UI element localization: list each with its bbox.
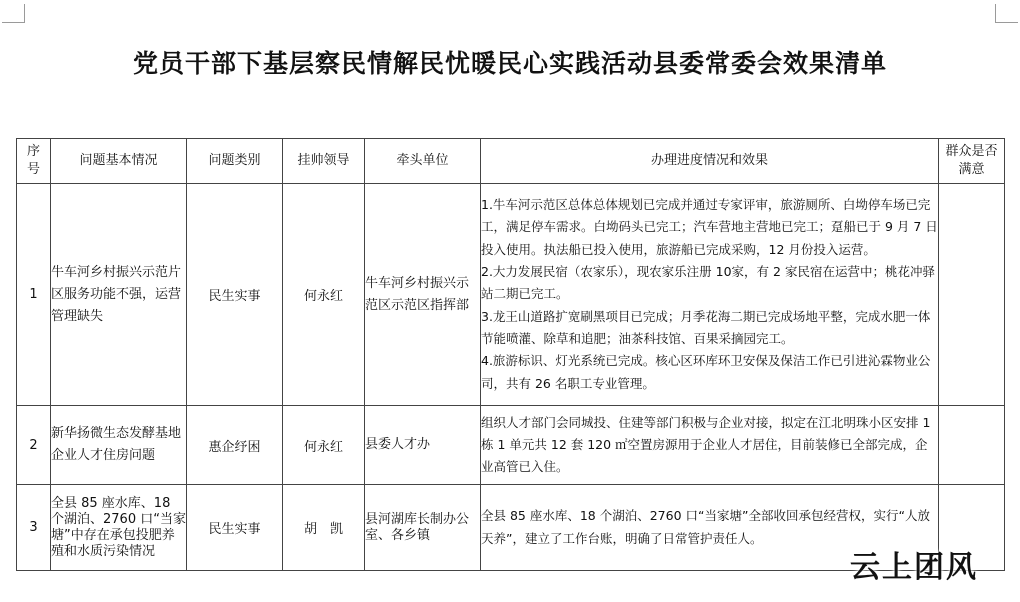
- watermark-logo-text: 云上团风: [850, 550, 978, 585]
- table-row: [17, 406, 1005, 485]
- cell-category: 民生实事: [187, 184, 283, 406]
- cell-unit: 县河湖库长制办公室、各乡镇: [365, 485, 481, 571]
- table-row: [17, 184, 1005, 406]
- cell-leader: 何永红: [283, 184, 365, 406]
- results-table: [16, 138, 1005, 571]
- page-corner-mark-left: [2, 4, 25, 23]
- progress-item: 1.牛车河示范区总体总体规划已完成并通过专家评审，旅游厕所、白坳停车场已完工，满足停车需求。白坳码头已完工；汽车营地主营地已完工；趸船已于 9 月 7 日投入使用。执法船已投入使用，旅游船已完成采购，12 月份投入运营。: [481, 197, 938, 257]
- cell-seq: 3: [17, 485, 51, 571]
- cell-leader: 何永红: [283, 406, 365, 485]
- cell-unit: 牛车河乡村振兴示范区示范区指挥部: [365, 184, 481, 406]
- table-header-row: [17, 139, 1005, 184]
- cell-issue: 新华扬微生态发酵基地企业人才住房问题: [51, 406, 187, 485]
- cell-seq: 2: [17, 406, 51, 485]
- progress-item: 全县 85 座水库、18 个湖泊、2760 口“当家塘”全部收回承包经营权，实行“人放天养”，建立了工作台账，明确了日常管护责任人。: [481, 508, 930, 546]
- progress-item: 2.大力发展民宿（农家乐），现农家乐注册 10家，有 2 家民宿在运营中；桃花冲驿站二期已完工。: [481, 264, 935, 302]
- cell-leader: 胡 凯: [283, 485, 365, 571]
- cell-progress: [481, 184, 939, 406]
- document-title: 党员干部下基层察民情解民忧暖民心实践活动县委常委会效果清单: [132, 49, 887, 78]
- cell-unit: 县委人才办: [365, 406, 481, 485]
- header-category: 问题类别: [187, 139, 283, 184]
- header-satisfaction: 群众是否满意: [939, 139, 1005, 184]
- cell-category: 民生实事: [187, 485, 283, 571]
- cell-progress: [481, 406, 939, 485]
- page-corner-mark-right: [995, 4, 1018, 23]
- progress-item: 4.旅游标识、灯光系统已完成。核心区环库环卫安保及保洁工作已引进沁霖物业公司，共有 26 名职工专业管理。: [481, 353, 931, 391]
- cell-seq: 1: [17, 184, 51, 406]
- cell-category: 惠企纾困: [187, 406, 283, 485]
- header-progress: 办理进度情况和效果: [481, 139, 939, 184]
- header-leader: 挂帅领导: [283, 139, 365, 184]
- header-seq: 序号: [17, 139, 51, 184]
- cell-issue: 牛车河乡村振兴示范片区服务功能不强，运营管理缺失: [51, 184, 187, 406]
- cell-satisfaction: [939, 184, 1005, 406]
- cell-satisfaction: [939, 406, 1005, 485]
- header-unit: 牵头单位: [365, 139, 481, 184]
- progress-item: 组织人才部门会同城投、住建等部门积极与企业对接，拟定在江北明珠小区安排 1 栋 1 单元共 12 套 120 ㎡空置房源用于企业人才居住，目前装修已全部完成，企业高管已入住。: [481, 414, 931, 475]
- header-issue: 问题基本情况: [51, 139, 187, 184]
- progress-item: 3.龙王山道路扩宽刷黑项目已完成；月季花海二期已完成场地平整，完成水肥一体节能喷灌、除草和追肥；油茶科技馆、百果采摘园完工。: [481, 308, 931, 346]
- cell-issue: 全县 85 座水库、18 个湖泊、2760 口“当家塘”中存在承包投肥养殖和水质污染情况: [51, 485, 187, 571]
